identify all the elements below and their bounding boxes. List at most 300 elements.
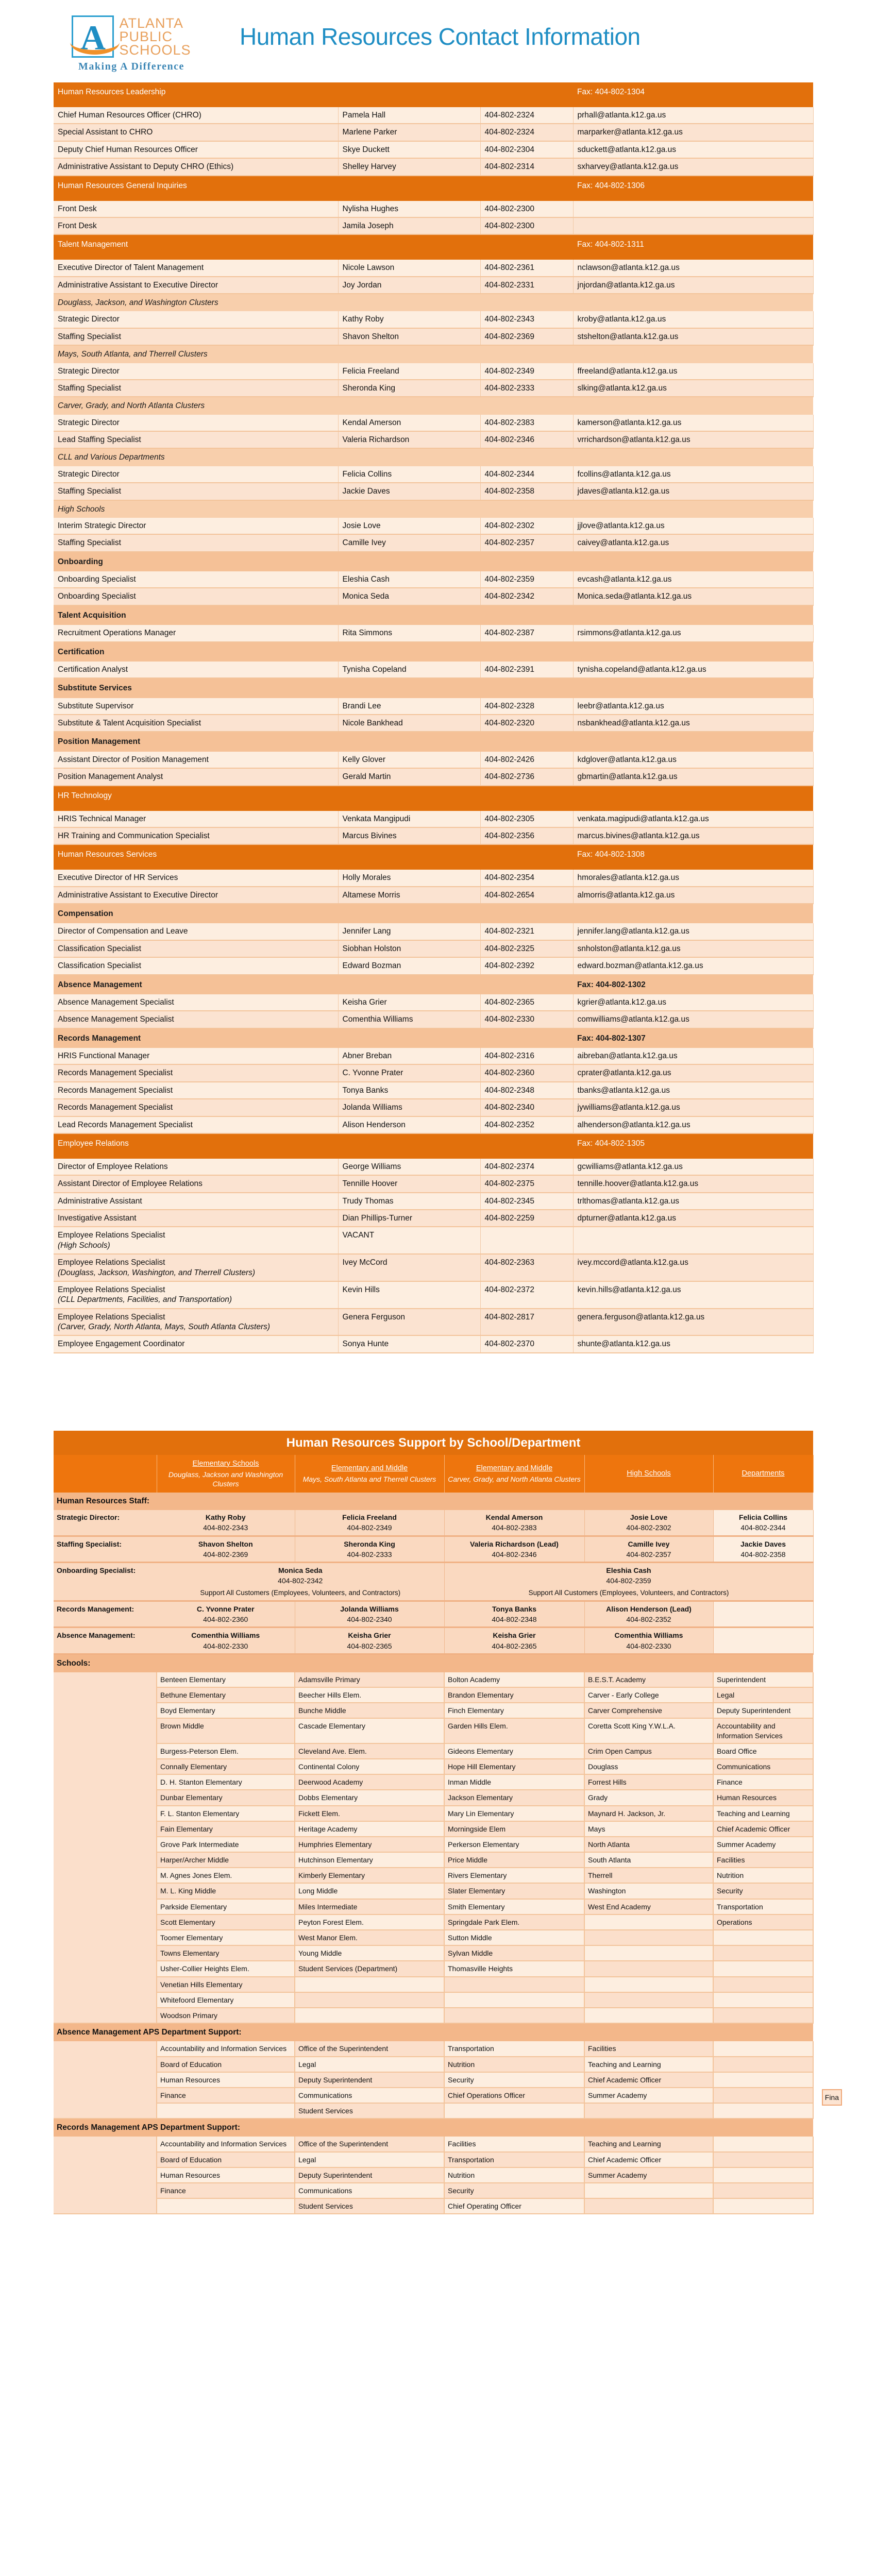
contact-email: jennifer.lang@atlanta.k12.ga.us: [573, 923, 813, 940]
contact-email: sduckett@atlanta.k12.ga.us: [573, 141, 813, 158]
contact-row: [54, 994, 813, 1011]
contact-row: [54, 431, 813, 448]
contact-phone: 404-802-2302: [480, 518, 573, 534]
contact-name: Rita Simmons: [338, 625, 480, 641]
subsection-label: High Schools: [54, 500, 573, 518]
support-staff-phone: 404-802-2333: [347, 1550, 392, 1558]
subsection-label: Carver, Grady, and North Atlanta Clusters: [54, 397, 573, 414]
support-staff-phone: 404-802-2383: [492, 1523, 537, 1532]
logo-a-icon: [72, 15, 114, 58]
support-row-label: Onboarding Specialist:: [54, 1563, 157, 1601]
section-fax: [573, 786, 813, 811]
support-data-cell: Keisha Grier 404-802-2365: [444, 1628, 584, 1654]
contact-name: Siobhan Holston: [338, 940, 480, 957]
support-onboarding-note: Support All Customers (Employees, Volunteers, and Contractors): [528, 1589, 729, 1597]
contact-role: Employee Engagement Coordinator: [54, 1335, 338, 1352]
school-item: Smith Elementary: [444, 1899, 584, 1914]
contact-role: Executive Director of Talent Management: [54, 260, 338, 276]
subsection-row: [54, 552, 813, 571]
school-row: [54, 1899, 813, 1914]
logo-tagline: Making A Difference: [78, 61, 184, 72]
subsection-fax: [573, 500, 813, 518]
records-dept-row: [54, 2152, 813, 2167]
logo-wordmark: [119, 16, 191, 57]
support-column-header-2: [295, 1455, 444, 1493]
support-row-label: Records Management:: [54, 1601, 157, 1627]
contact-row: [54, 466, 813, 483]
contact-row: [54, 715, 813, 732]
support-onboarding-cell: Monica Seda 404-802-2342 Support All Customers (Employees, Volunteers, and Contractors): [157, 1563, 444, 1601]
contact-email: kamerson@atlanta.k12.ga.us: [573, 415, 813, 431]
contact-role: Substitute Supervisor: [54, 698, 338, 715]
contact-email: jnjordan@atlanta.k12.ga.us: [573, 277, 813, 294]
contact-name: Sonya Hunte: [338, 1335, 480, 1352]
contact-phone: 404-802-2387: [480, 625, 573, 641]
school-item: Continental Colony: [295, 1759, 444, 1774]
contact-role: Certification Analyst: [54, 662, 338, 678]
contact-role: Investigative Assistant: [54, 1210, 338, 1227]
contact-name: Kendal Amerson: [338, 415, 480, 431]
records-dept-item: Student Services: [295, 2198, 444, 2214]
support-column-header-sub: Carver, Grady, and North Atlanta Clusters: [448, 1475, 581, 1483]
school-item: Venetian Hills Elementary: [157, 1977, 295, 1992]
absence-dept-stub: [54, 2041, 157, 2119]
support-header-row: [54, 1455, 813, 1493]
subsection-row: [54, 1028, 813, 1048]
contact-email: tbanks@atlanta.k12.ga.us: [573, 1082, 813, 1099]
contact-phone: [480, 1227, 573, 1254]
contact-role: Administrative Assistant to Executive Director: [54, 887, 338, 904]
contact-email: leebr@atlanta.k12.ga.us: [573, 698, 813, 715]
support-data-phone: 404-802-2348: [492, 1615, 537, 1624]
school-item: Woodson Primary: [157, 2008, 295, 2023]
school-item: Inman Middle: [444, 1774, 584, 1790]
contact-email: jywilliams@atlanta.k12.ga.us: [573, 1099, 813, 1116]
support-staff-phone: 404-802-2302: [626, 1523, 671, 1532]
contact-row: [54, 1281, 813, 1309]
records-dept-item: Office of the Superintendent: [295, 2137, 444, 2151]
section-band-label: Human Resources General Inquiries: [54, 176, 573, 201]
school-item: Whitefoord Elementary: [157, 1992, 295, 2008]
contact-name: Tennille Hoover: [338, 1175, 480, 1192]
school-item: [295, 1992, 444, 2008]
contact-row: [54, 1048, 813, 1064]
contact-role: Absence Management Specialist: [54, 1011, 338, 1028]
school-item: [295, 2008, 444, 2023]
support-data-phone: 404-802-2352: [626, 1615, 671, 1624]
school-item: Board Office: [713, 1743, 813, 1759]
support-row-label: Staffing Specialist:: [54, 1536, 157, 1562]
records-dept-item: Human Resources: [157, 2167, 295, 2183]
contact-phone: 404-802-2300: [480, 201, 573, 217]
section-band-row: [54, 176, 813, 201]
support-staff-phone: 404-802-2357: [626, 1550, 671, 1558]
school-item: Nutrition: [713, 1868, 813, 1883]
absence-dept-item: Deputy Superintendent: [295, 2072, 444, 2088]
school-item: Douglass: [584, 1759, 713, 1774]
school-item: [713, 2008, 813, 2023]
support-column-header-3: [444, 1455, 584, 1493]
contact-name: Marlene Parker: [338, 124, 480, 141]
contact-name: Altamese Morris: [338, 887, 480, 904]
records-dept-row: [54, 2137, 813, 2151]
contact-role: Records Management Specialist: [54, 1064, 338, 1081]
school-item: Summer Academy: [713, 1837, 813, 1852]
school-item: [584, 1914, 713, 1930]
contact-email: jdaves@atlanta.k12.ga.us: [573, 483, 813, 500]
contact-row: [54, 768, 813, 785]
section-band-row: [54, 786, 813, 811]
subsection-label: Records Management: [54, 1028, 573, 1048]
contact-phone: 404-802-2736: [480, 768, 573, 785]
support-onboarding-cell: Eleshia Cash 404-802-2359 Support All Customers (Employees, Volunteers, and Contractors): [444, 1563, 813, 1601]
records-dept-item: [157, 2198, 295, 2214]
school-item: Adamsville Primary: [295, 1672, 444, 1687]
subsection-row: [54, 345, 813, 363]
support-data-cell: Jolanda Williams 404-802-2340: [295, 1601, 444, 1627]
contact-row: [54, 625, 813, 641]
school-row: [54, 1774, 813, 1790]
records-dept-item: Teaching and Learning: [584, 2137, 713, 2151]
contact-email: stshelton@atlanta.k12.ga.us: [573, 328, 813, 345]
school-row: [54, 2008, 813, 2023]
contact-role-note: (CLL Departments, Facilities, and Transportation): [58, 1295, 232, 1304]
school-item: Carver Comprehensive: [584, 1703, 713, 1718]
school-item: Toomer Elementary: [157, 1930, 295, 1945]
section-band-row: [54, 234, 813, 260]
contact-email: jjlove@atlanta.k12.ga.us: [573, 518, 813, 534]
contact-row: [54, 811, 813, 827]
support-staff-cell: Sheronda King 404-802-2333: [295, 1536, 444, 1562]
subsection-label: Talent Acquisition: [54, 605, 573, 625]
support-staff-phone: 404-802-2358: [740, 1550, 786, 1558]
contact-row: [54, 311, 813, 328]
contact-name: Trudy Thomas: [338, 1193, 480, 1210]
logo-row: [72, 15, 191, 58]
contact-email: aibreban@atlanta.k12.ga.us: [573, 1048, 813, 1064]
school-row: [54, 1977, 813, 1992]
support-onboarding-phone: 404-802-2359: [606, 1577, 651, 1585]
support-staff-phone: 404-802-2369: [203, 1550, 248, 1558]
absence-dept-row: [54, 2103, 813, 2119]
records-dept-item: Board of Education: [157, 2152, 295, 2167]
contact-row: [54, 662, 813, 678]
school-item: Harper/Archer Middle: [157, 1852, 295, 1868]
school-item: Rivers Elementary: [444, 1868, 584, 1883]
contact-role: Staffing Specialist: [54, 380, 338, 397]
contact-email: slking@atlanta.k12.ga.us: [573, 380, 813, 397]
contact-role: Administrative Assistant: [54, 1193, 338, 1210]
school-row: [54, 1703, 813, 1718]
support-onboarding-phone: 404-802-2342: [278, 1577, 323, 1585]
school-item: Bolton Academy: [444, 1672, 584, 1687]
contact-name: Sheronda King: [338, 380, 480, 397]
contact-role: Employee Relations Specialist (Carver, Grady, North Atlanta, Mays, South Atlanta Clusters): [54, 1309, 338, 1336]
contact-phone: 404-802-2360: [480, 1064, 573, 1081]
absence-dept-item: Accountability and Information Services: [157, 2041, 295, 2056]
contact-row: [54, 124, 813, 141]
section-fax: Fax: 404-802-1308: [573, 844, 813, 870]
contact-phone: 404-802-2365: [480, 994, 573, 1011]
school-item: Mays: [584, 1821, 713, 1837]
contact-phone: 404-802-2340: [480, 1099, 573, 1116]
contact-name: Monica Seda: [338, 588, 480, 605]
contact-role: Classification Specialist: [54, 957, 338, 974]
section-band-row: [54, 1133, 813, 1159]
contact-role: Front Desk: [54, 201, 338, 217]
contact-row: [54, 1175, 813, 1192]
subsection-row: [54, 642, 813, 662]
contact-role: Administrative Assistant to Deputy CHRO (Ethics): [54, 158, 338, 175]
support-staff-phone: 404-802-2349: [347, 1523, 392, 1532]
school-item: Sutton Middle: [444, 1930, 584, 1945]
section-fax: Fax: 404-802-1306: [573, 176, 813, 201]
school-item: Teaching and Learning: [713, 1806, 813, 1821]
school-item: Towns Elementary: [157, 1945, 295, 1961]
subsection-row: [54, 397, 813, 414]
contact-row: [54, 1082, 813, 1099]
contact-role: Strategic Director: [54, 311, 338, 328]
records-dept-item: [713, 2137, 813, 2151]
school-item: Fickett Elem.: [295, 1806, 444, 1821]
section-fax: Fax: 404-802-1311: [573, 234, 813, 260]
school-item: Burgess-Peterson Elem.: [157, 1743, 295, 1759]
absence-dept-item: Security: [444, 2072, 584, 2088]
support-onboarding-note: Support All Customers (Employees, Volunteers, and Contractors): [200, 1589, 401, 1597]
school-row: [54, 1806, 813, 1821]
school-item: Coretta Scott King Y.W.L.A.: [584, 1718, 713, 1743]
contact-name: Eleshia Cash: [338, 571, 480, 588]
school-item: [713, 1930, 813, 1945]
school-row: [54, 1837, 813, 1852]
school-item: Hope Hill Elementary: [444, 1759, 584, 1774]
contact-row: [54, 363, 813, 380]
contact-name: Gerald Martin: [338, 768, 480, 785]
school-row: [54, 1790, 813, 1805]
contact-phone: 404-802-2391: [480, 662, 573, 678]
absence-dept-item: [713, 2072, 813, 2088]
contact-name: Kathy Roby: [338, 311, 480, 328]
school-item: Brown Middle: [157, 1718, 295, 1743]
subsection-label: Substitute Services: [54, 678, 573, 698]
support-data-cell: Comenthia Williams 404-802-2330: [157, 1628, 295, 1654]
support-data-cell: Alison Henderson (Lead) 404-802-2352: [584, 1601, 713, 1627]
contact-row: [54, 1254, 813, 1281]
contact-role: Classification Specialist: [54, 940, 338, 957]
school-item: Usher-Collier Heights Elem.: [157, 1961, 295, 1976]
contact-role: Executive Director of HR Services: [54, 870, 338, 886]
school-item: Chief Academic Officer: [713, 1821, 813, 1837]
contact-row: [54, 698, 813, 715]
school-row: [54, 1868, 813, 1883]
contact-email: hmorales@atlanta.k12.ga.us: [573, 870, 813, 886]
contact-role: Records Management Specialist: [54, 1082, 338, 1099]
subsection-label: Douglass, Jackson, and Washington Clusters: [54, 294, 573, 311]
contact-name: Shelley Harvey: [338, 158, 480, 175]
edge-tab-label: Fina: [822, 2089, 842, 2106]
contact-name: Tynisha Copeland: [338, 662, 480, 678]
support-data-phone: 404-802-2365: [492, 1641, 537, 1650]
school-item: Sylvan Middle: [444, 1945, 584, 1961]
subsection-fax: [573, 345, 813, 363]
school-item: Morningside Elem: [444, 1821, 584, 1837]
contact-phone: 404-802-2345: [480, 1193, 573, 1210]
absence-dept-item: [713, 2041, 813, 2056]
support-data-cell: C. Yvonne Prater 404-802-2360: [157, 1601, 295, 1627]
contact-row: [54, 260, 813, 276]
logo-line-1: ATLANTA: [119, 15, 183, 31]
contact-role: Lead Staffing Specialist: [54, 431, 338, 448]
contact-role: HR Training and Communication Specialist: [54, 827, 338, 844]
support-staff-phone: 404-802-2346: [492, 1550, 537, 1558]
contact-email: tennille.hoover@atlanta.k12.ga.us: [573, 1175, 813, 1192]
records-dept-item: Nutrition: [444, 2167, 584, 2183]
contact-email: trlthomas@atlanta.k12.ga.us: [573, 1193, 813, 1210]
contact-row: [54, 923, 813, 940]
subsection-row: [54, 605, 813, 625]
support-table-title: Human Resources Support by School/Department: [54, 1431, 813, 1455]
support-absence-row: [54, 1628, 813, 1654]
subsection-fax: [573, 678, 813, 698]
contact-email: Monica.seda@atlanta.k12.ga.us: [573, 588, 813, 605]
schools-band-row: [54, 1654, 813, 1672]
contact-role: Onboarding Specialist: [54, 588, 338, 605]
school-item: Human Resources: [713, 1790, 813, 1805]
subsection-fax: [573, 397, 813, 414]
contact-row: [54, 1116, 813, 1133]
support-column-header-main: High Schools: [627, 1469, 671, 1478]
contact-phone: 404-802-2383: [480, 415, 573, 431]
contact-phone: 404-802-2314: [480, 158, 573, 175]
contact-row: [54, 940, 813, 957]
contact-phone: 404-802-2426: [480, 752, 573, 768]
contact-email: fcollins@atlanta.k12.ga.us: [573, 466, 813, 483]
absence-dept-item: Communications: [295, 2088, 444, 2103]
school-item: Thomasville Heights: [444, 1961, 584, 1976]
contact-phone: 404-802-2343: [480, 311, 573, 328]
school-item: West Manor Elem.: [295, 1930, 444, 1945]
contact-row: [54, 1011, 813, 1028]
contact-email: edward.bozman@atlanta.k12.ga.us: [573, 957, 813, 974]
records-dept-item: Chief Academic Officer: [584, 2152, 713, 2167]
contact-email: sxharvey@atlanta.k12.ga.us: [573, 158, 813, 175]
contact-row: [54, 1159, 813, 1175]
support-data-cell: Keisha Grier 404-802-2365: [295, 1628, 444, 1654]
support-table-wrapper: [54, 1431, 842, 2215]
contact-name: Jackie Daves: [338, 483, 480, 500]
contact-role: Assistant Director of Position Management: [54, 752, 338, 768]
school-item: Springdale Park Elem.: [444, 1914, 584, 1930]
section-fax: Fax: 404-802-1305: [573, 1133, 813, 1159]
support-row-label: Absence Management:: [54, 1628, 157, 1654]
section-band-label: Human Resources Services: [54, 844, 573, 870]
records-dept-row: [54, 2167, 813, 2183]
support-data-cell: [713, 1628, 813, 1654]
section-band-label: Employee Relations: [54, 1133, 573, 1159]
absence-dept-row: [54, 2041, 813, 2056]
contact-role: Substitute & Talent Acquisition Specialist: [54, 715, 338, 732]
support-staff-phone: 404-802-2344: [740, 1523, 786, 1532]
contact-role: Employee Relations Specialist (CLL Departments, Facilities, and Transportation): [54, 1281, 338, 1309]
school-item: Young Middle: [295, 1945, 444, 1961]
contact-row: [54, 518, 813, 534]
contact-phone: 404-802-2333: [480, 380, 573, 397]
school-row: [54, 1852, 813, 1868]
school-item: [584, 1961, 713, 1976]
support-staff-cell: Felicia Collins 404-802-2344: [713, 1510, 813, 1536]
subsection-fax: Fax: 404-802-1302: [573, 975, 813, 994]
contact-phone: 404-802-2361: [480, 260, 573, 276]
contact-name: Valeria Richardson: [338, 431, 480, 448]
contact-row: [54, 158, 813, 175]
contact-phone: 404-802-2372: [480, 1281, 573, 1309]
school-item: Finance: [713, 1774, 813, 1790]
contact-phone: 404-802-2374: [480, 1159, 573, 1175]
support-staff-cell: Jackie Daves 404-802-2358: [713, 1536, 813, 1562]
contact-role: HRIS Functional Manager: [54, 1048, 338, 1064]
absence-dept-item: [713, 2057, 813, 2072]
subsection-row: [54, 678, 813, 698]
contact-email: prhall@atlanta.k12.ga.us: [573, 107, 813, 124]
school-item: Grove Park Intermediate: [157, 1837, 295, 1852]
support-row-label: Strategic Director:: [54, 1510, 157, 1536]
school-item: West End Academy: [584, 1899, 713, 1914]
contact-email: gcwilliams@atlanta.k12.ga.us: [573, 1159, 813, 1175]
school-item: Forrest Hills: [584, 1774, 713, 1790]
absence-dept-item: Student Services: [295, 2103, 444, 2119]
contact-phone: 404-802-2363: [480, 1254, 573, 1281]
school-item: [584, 1992, 713, 2008]
contact-phone: 404-802-2300: [480, 217, 573, 234]
section-band-label: Talent Management: [54, 234, 573, 260]
school-row: [54, 1759, 813, 1774]
page-title: Human Resources Contact Information: [240, 23, 641, 50]
records-dept-item: Legal: [295, 2152, 444, 2167]
contact-name: Alison Henderson: [338, 1116, 480, 1133]
contact-role: Lead Records Management Specialist: [54, 1116, 338, 1133]
records-dept-stub: [54, 2137, 157, 2214]
school-item: [444, 2008, 584, 2023]
contact-email: kgrier@atlanta.k12.ga.us: [573, 994, 813, 1011]
subsection-row: [54, 904, 813, 923]
contact-email: caivey@atlanta.k12.ga.us: [573, 534, 813, 551]
contact-email: shunte@atlanta.k12.ga.us: [573, 1335, 813, 1352]
support-staff-cell: Valeria Richardson (Lead) 404-802-2346: [444, 1536, 584, 1562]
contact-phone: 404-802-2316: [480, 1048, 573, 1064]
absence-dept-item: Finance: [157, 2088, 295, 2103]
support-staff-row: [54, 1536, 813, 1562]
subsection-fax: [573, 552, 813, 571]
absence-dept-item: Chief Operations Officer: [444, 2088, 584, 2103]
records-dept-item: Communications: [295, 2183, 444, 2198]
contact-row: [54, 1335, 813, 1352]
records-dept-row: [54, 2183, 813, 2198]
records-dept-item: Summer Academy: [584, 2167, 713, 2183]
absence-dept-item: Board of Education: [157, 2057, 295, 2072]
contact-row: [54, 415, 813, 431]
school-item: [713, 1977, 813, 1992]
contact-email: nsbankhead@atlanta.k12.ga.us: [573, 715, 813, 732]
subsection-fax: [573, 732, 813, 751]
subsection-fax: [573, 448, 813, 466]
subsection-label: Certification: [54, 642, 573, 662]
contact-email: kdglover@atlanta.k12.ga.us: [573, 752, 813, 768]
contact-name: Pamela Hall: [338, 107, 480, 124]
contact-name: Comenthia Williams: [338, 1011, 480, 1028]
records-dept-band-row: [54, 2119, 813, 2137]
contact-name: VACANT: [338, 1227, 480, 1254]
section-band-label: HR Technology: [54, 786, 573, 811]
